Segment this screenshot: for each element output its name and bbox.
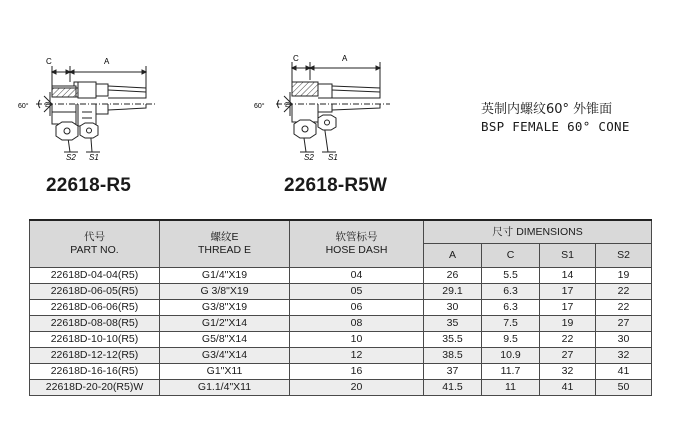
model-title-r5w: 22618-R5W (284, 175, 388, 196)
cell-s1: 22 (540, 332, 596, 348)
cell-hose: 12 (290, 348, 424, 364)
cell-thread: G3/8"X19 (160, 300, 290, 316)
cell-a: 35 (424, 316, 482, 332)
dim-label-a: A (104, 57, 110, 66)
table-row (30, 316, 652, 332)
cell-part: 22618D-06-05(R5) (30, 284, 160, 300)
dim-label-s1: S1 (89, 153, 99, 162)
cell-s2: 50 (596, 380, 652, 396)
cell-hose: 08 (290, 316, 424, 332)
header-dimensions: 尺寸 DIMENSIONS (424, 220, 652, 244)
cell-thread: G1.1/4"X11 (160, 380, 290, 396)
cell-c: 6.3 (482, 300, 540, 316)
cell-s2: 41 (596, 364, 652, 380)
cell-s1: 17 (540, 300, 596, 316)
cell-s1: 32 (540, 364, 596, 380)
cell-part: 22618D-04-04(R5) (30, 268, 160, 284)
table-row (30, 300, 652, 316)
header-thread-en: THREAD E (197, 244, 252, 256)
cell-s1: 19 (540, 316, 596, 332)
cell-part: 22618D-08-08(R5) (30, 316, 160, 332)
cell-part: 22618D-16-16(R5) (30, 364, 160, 380)
cell-hose: 04 (290, 268, 424, 284)
cell-s1: 14 (540, 268, 596, 284)
header-hose-dash (290, 220, 424, 268)
dim-label-e: E (285, 102, 290, 109)
header-dim-a: A (424, 244, 482, 268)
cell-c: 11.7 (482, 364, 540, 380)
dim-label-s2: S2 (66, 153, 76, 162)
cell-s2: 27 (596, 316, 652, 332)
description-english: BSP FEMALE 60° CONE (481, 119, 630, 134)
header-thread (160, 220, 290, 268)
cell-part: 22618D-06-06(R5) (30, 300, 160, 316)
table-row (30, 268, 652, 284)
cell-a: 38.5 (424, 348, 482, 364)
cell-s1: 27 (540, 348, 596, 364)
dim-label-angle: 60° (254, 103, 265, 110)
cell-thread: G5/8"X14 (160, 332, 290, 348)
header-thread-cn: 螺纹E (210, 231, 239, 243)
dim-label-e: E (45, 102, 50, 109)
cell-a: 29.1 (424, 284, 482, 300)
table-row (30, 348, 652, 364)
fitting-drawing-r5w (248, 52, 408, 164)
description-chinese: 英制内螺纹60° 外锥面 (481, 102, 613, 117)
fitting-diagram-r5w (248, 52, 408, 164)
header-part-no (30, 220, 160, 268)
cell-s2: 22 (596, 284, 652, 300)
cell-c: 10.9 (482, 348, 540, 364)
table-row (30, 364, 652, 380)
model-title-r5: 22618-R5 (46, 175, 132, 196)
cell-c: 7.5 (482, 316, 540, 332)
header-hose-cn: 软管标号 (335, 231, 378, 243)
header-part-en: PART NO. (70, 244, 119, 256)
dim-label-a: A (342, 54, 348, 63)
dimensions-table (29, 219, 652, 396)
cell-c: 9.5 (482, 332, 540, 348)
cell-hose: 10 (290, 332, 424, 348)
cell-thread: G1"X11 (160, 364, 290, 380)
cell-s1: 17 (540, 284, 596, 300)
cell-thread: G3/4"X14 (160, 348, 290, 364)
header-hose-en: HOSE DASH (325, 244, 388, 256)
cell-thread: G 3/8"X19 (160, 284, 290, 300)
dim-label-angle: 60° (18, 103, 29, 110)
cell-s2: 19 (596, 268, 652, 284)
table-row (30, 332, 652, 348)
cell-thread: G1/2"X14 (160, 316, 290, 332)
fitting-drawing-r5 (16, 52, 176, 164)
cell-part: 22618D-20-20(R5)W (30, 380, 160, 396)
cell-thread: G1/4"X19 (160, 268, 290, 284)
header-dim-s1: S1 (540, 244, 596, 268)
cell-a: 37 (424, 364, 482, 380)
cell-part: 22618D-12-12(R5) (30, 348, 160, 364)
cell-part: 22618D-10-10(R5) (30, 332, 160, 348)
dim-label-s1: S1 (328, 153, 338, 162)
header-dim-c: C (482, 244, 540, 268)
table-row (30, 284, 652, 300)
header-dim-s2: S2 (596, 244, 652, 268)
cell-s2: 32 (596, 348, 652, 364)
cell-a: 35.5 (424, 332, 482, 348)
cell-s2: 30 (596, 332, 652, 348)
dim-label-c: C (46, 57, 52, 66)
dim-label-s2: S2 (304, 153, 314, 162)
cell-c: 6.3 (482, 284, 540, 300)
cell-a: 30 (424, 300, 482, 316)
header-part-cn: 代号 (84, 231, 105, 243)
cell-hose: 20 (290, 380, 424, 396)
cell-a: 41.5 (424, 380, 482, 396)
cell-c: 11 (482, 380, 540, 396)
cell-hose: 06 (290, 300, 424, 316)
cell-hose: 05 (290, 284, 424, 300)
cell-a: 26 (424, 268, 482, 284)
fitting-diagram-r5 (16, 52, 176, 164)
cell-hose: 16 (290, 364, 424, 380)
cell-s1: 41 (540, 380, 596, 396)
cell-c: 5.5 (482, 268, 540, 284)
dim-label-c: C (293, 54, 299, 63)
table-row (30, 380, 652, 396)
cell-s2: 22 (596, 300, 652, 316)
